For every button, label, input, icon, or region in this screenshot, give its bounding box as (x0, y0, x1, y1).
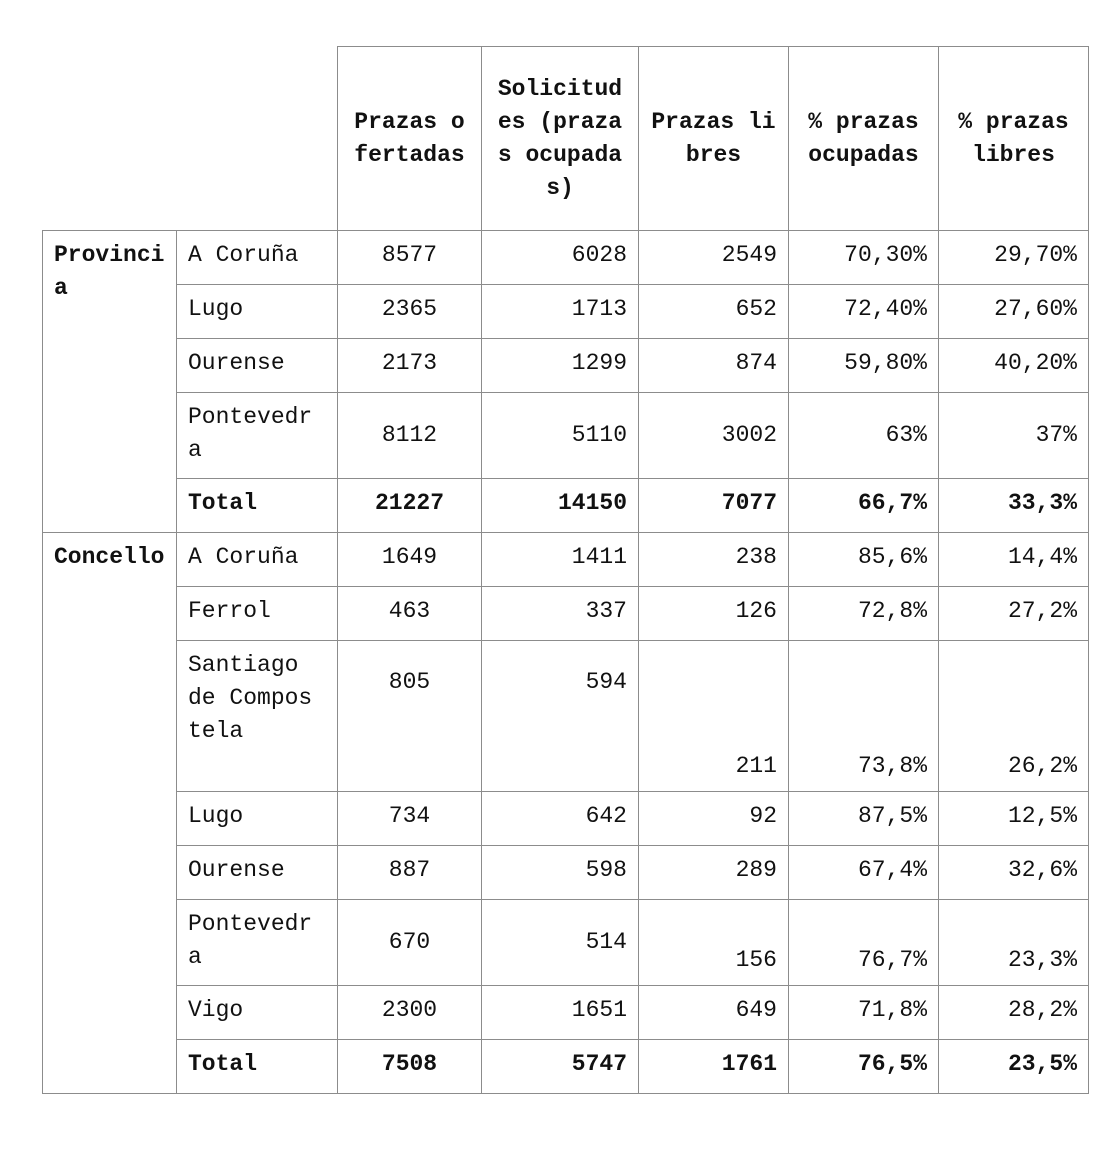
row-name: Pontevedra (177, 900, 338, 986)
cell-pct-ocupadas: 87,5% (789, 792, 939, 846)
table-row (43, 393, 1089, 479)
cell-solicitudes: 598 (482, 846, 639, 900)
cell-libres: 126 (639, 587, 789, 641)
cell-solicitudes: 337 (482, 587, 639, 641)
cell-pct-ocupadas: 76,7% (789, 900, 939, 986)
table-row (43, 285, 1089, 339)
row-name: Ferrol (177, 587, 338, 641)
cell-pct-libres: 26,2% (939, 641, 1089, 792)
prazas-table (42, 46, 1089, 1094)
cell-pct-libres: 32,6% (939, 846, 1089, 900)
table-row (43, 846, 1089, 900)
header-solicitudes: Solicitudes (prazas ocupadas) (482, 47, 639, 231)
row-name: A Coruña (177, 231, 338, 285)
table-row (43, 641, 1089, 792)
cell-ofertadas: 734 (338, 792, 482, 846)
table-row (43, 986, 1089, 1040)
row-name: A Coruña (177, 533, 338, 587)
cell-solicitudes: 14150 (482, 479, 639, 533)
row-name: Lugo (177, 285, 338, 339)
cell-solicitudes: 1651 (482, 986, 639, 1040)
cell-pct-ocupadas: 67,4% (789, 846, 939, 900)
cell-ofertadas: 21227 (338, 479, 482, 533)
cell-libres: 7077 (639, 479, 789, 533)
total-row (43, 479, 1089, 533)
cell-libres: 1761 (639, 1040, 789, 1094)
cell-libres: 156 (639, 900, 789, 986)
cell-libres: 92 (639, 792, 789, 846)
cell-ofertadas: 2365 (338, 285, 482, 339)
cell-pct-ocupadas: 72,8% (789, 587, 939, 641)
total-row (43, 1040, 1089, 1094)
row-name: Ourense (177, 339, 338, 393)
cell-solicitudes: 5747 (482, 1040, 639, 1094)
cell-ofertadas: 887 (338, 846, 482, 900)
table-row (43, 792, 1089, 846)
cell-pct-libres: 12,5% (939, 792, 1089, 846)
cell-solicitudes: 1299 (482, 339, 639, 393)
cell-pct-libres: 37% (939, 393, 1089, 479)
cell-solicitudes: 1411 (482, 533, 639, 587)
cell-solicitudes: 594 (482, 641, 639, 792)
header-pct-ocupadas: % prazas ocupadas (789, 47, 939, 231)
cell-ofertadas: 8112 (338, 393, 482, 479)
cell-libres: 2549 (639, 231, 789, 285)
row-name: Santiago de Compostela (177, 641, 338, 792)
cell-pct-libres: 28,2% (939, 986, 1089, 1040)
table-row (43, 900, 1089, 986)
row-name: Ourense (177, 846, 338, 900)
cell-ofertadas: 7508 (338, 1040, 482, 1094)
group-label-concello: Concello (43, 533, 177, 1094)
cell-ofertadas: 805 (338, 641, 482, 792)
header-row (43, 47, 1089, 231)
row-name: Total (177, 479, 338, 533)
cell-pct-ocupadas: 59,80% (789, 339, 939, 393)
cell-pct-libres: 23,3% (939, 900, 1089, 986)
cell-libres: 3002 (639, 393, 789, 479)
header-prazas-libres: Prazas libres (639, 47, 789, 231)
cell-pct-libres: 33,3% (939, 479, 1089, 533)
group-label-provincia: Provincia (43, 231, 177, 533)
cell-ofertadas: 1649 (338, 533, 482, 587)
header-blank-cell (43, 47, 177, 231)
table-row (43, 231, 1089, 285)
cell-libres: 238 (639, 533, 789, 587)
cell-pct-libres: 29,70% (939, 231, 1089, 285)
header-pct-libres: % prazas libres (939, 47, 1089, 231)
cell-libres: 649 (639, 986, 789, 1040)
cell-pct-ocupadas: 66,7% (789, 479, 939, 533)
cell-solicitudes: 6028 (482, 231, 639, 285)
cell-ofertadas: 2173 (338, 339, 482, 393)
cell-ofertadas: 8577 (338, 231, 482, 285)
cell-libres: 289 (639, 846, 789, 900)
cell-pct-ocupadas: 76,5% (789, 1040, 939, 1094)
cell-pct-ocupadas: 72,40% (789, 285, 939, 339)
cell-libres: 652 (639, 285, 789, 339)
table-row (43, 533, 1089, 587)
header-blank-cell (177, 47, 338, 231)
cell-ofertadas: 670 (338, 900, 482, 986)
table-row (43, 339, 1089, 393)
header-prazas-ofertadas: Prazas ofertadas (338, 47, 482, 231)
cell-solicitudes: 1713 (482, 285, 639, 339)
cell-solicitudes: 5110 (482, 393, 639, 479)
cell-pct-libres: 40,20% (939, 339, 1089, 393)
row-name: Pontevedra (177, 393, 338, 479)
cell-libres: 874 (639, 339, 789, 393)
cell-solicitudes: 642 (482, 792, 639, 846)
row-name: Lugo (177, 792, 338, 846)
row-name: Total (177, 1040, 338, 1094)
cell-pct-ocupadas: 71,8% (789, 986, 939, 1040)
cell-pct-ocupadas: 85,6% (789, 533, 939, 587)
cell-pct-libres: 23,5% (939, 1040, 1089, 1094)
cell-pct-libres: 14,4% (939, 533, 1089, 587)
cell-pct-libres: 27,2% (939, 587, 1089, 641)
table-row (43, 587, 1089, 641)
cell-libres: 211 (639, 641, 789, 792)
cell-pct-ocupadas: 73,8% (789, 641, 939, 792)
cell-pct-ocupadas: 70,30% (789, 231, 939, 285)
cell-pct-ocupadas: 63% (789, 393, 939, 479)
row-name: Vigo (177, 986, 338, 1040)
cell-ofertadas: 2300 (338, 986, 482, 1040)
cell-ofertadas: 463 (338, 587, 482, 641)
cell-solicitudes: 514 (482, 900, 639, 986)
cell-pct-libres: 27,60% (939, 285, 1089, 339)
